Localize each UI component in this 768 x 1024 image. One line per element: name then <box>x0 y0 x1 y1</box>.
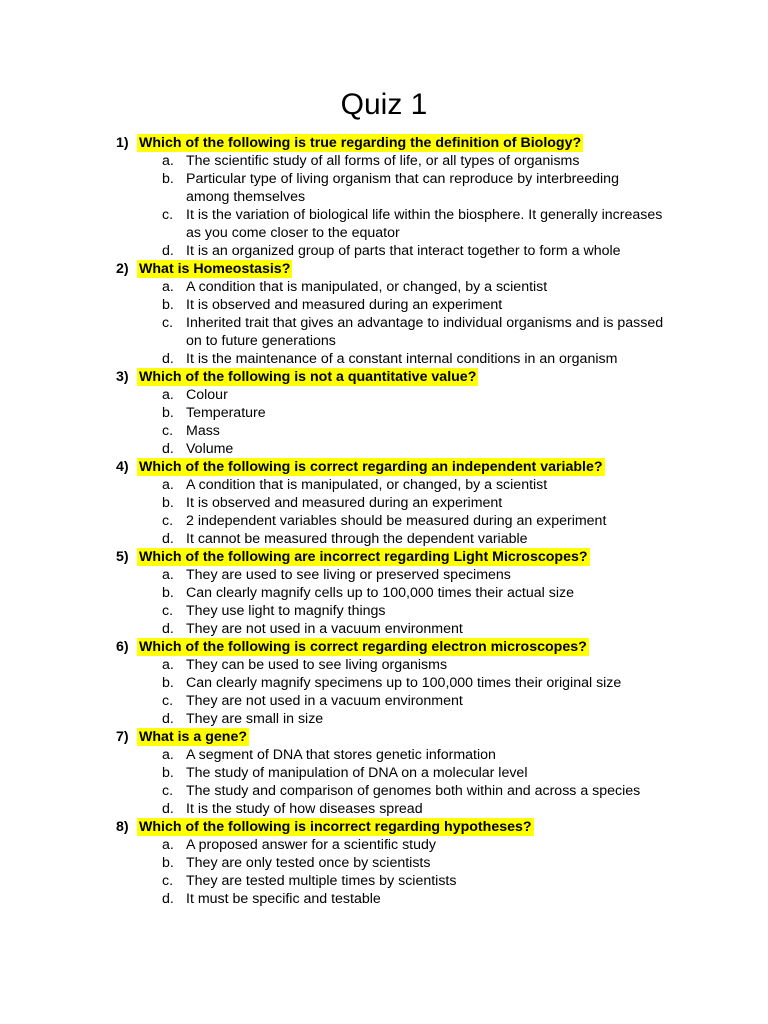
option-letter: d. <box>162 531 174 547</box>
answer-option <box>0 512 768 530</box>
option-letter: c. <box>162 783 174 799</box>
answer-option <box>0 746 768 764</box>
option-letter: b. <box>162 585 174 601</box>
answer-option <box>0 494 768 512</box>
answer-option <box>0 800 768 818</box>
answer-option <box>0 674 768 692</box>
option-text: 2 independent variables should be measured during an experiment <box>186 513 607 529</box>
option-letter: b. <box>162 171 174 187</box>
option-text: They are not used in a vacuum environment <box>186 621 463 637</box>
answer-option <box>0 170 768 206</box>
question-8 <box>0 818 768 908</box>
option-text: A proposed answer for a scientific study <box>186 837 436 853</box>
option-text: It is the study of how diseases spread <box>186 801 423 817</box>
question-text-highlighted: Which of the following are incorrect regarding Light Microscopes? <box>139 549 588 565</box>
option-letter: a. <box>162 153 174 169</box>
option-letter: c. <box>162 603 174 619</box>
option-text: They are small in size <box>186 711 324 727</box>
option-letter: b. <box>162 855 174 871</box>
answer-option <box>0 566 768 584</box>
option-text: They are used to see living or preserved specimens <box>186 567 511 583</box>
option-text: They are only tested once by scientists <box>186 855 431 871</box>
option-text: It must be specific and testable <box>186 891 381 907</box>
option-letter: a. <box>162 387 174 403</box>
question-number: 1) <box>116 135 129 151</box>
option-text: Volume <box>186 441 234 457</box>
answer-option <box>0 440 768 458</box>
question-heading <box>0 548 768 566</box>
option-text: Colour <box>186 387 228 403</box>
answer-option <box>0 314 768 350</box>
question-number: 3) <box>116 369 129 385</box>
question-heading <box>0 728 768 746</box>
option-letter: a. <box>162 567 174 583</box>
option-letter: d. <box>162 711 174 727</box>
option-letter: a. <box>162 477 174 493</box>
option-text: Temperature <box>186 405 266 421</box>
answer-option <box>0 656 768 674</box>
answer-option <box>0 386 768 404</box>
option-letter: b. <box>162 405 174 421</box>
option-text: Inherited trait that gives an advantage to individual organisms and is passed on to future generations <box>186 315 664 349</box>
question-number: 5) <box>116 549 129 565</box>
option-text: It is the variation of biological life within the biosphere. It generally increases as you come closer to the equator <box>186 207 663 241</box>
question-1 <box>0 134 768 260</box>
option-letter: d. <box>162 621 174 637</box>
answer-option <box>0 476 768 494</box>
option-text: The study and comparison of genomes both within and across a species <box>186 783 641 799</box>
option-text: The study of manipulation of DNA on a molecular level <box>186 765 528 781</box>
option-letter: b. <box>162 495 174 511</box>
question-heading <box>0 260 768 278</box>
option-text: It is an organized group of parts that interact together to form a whole <box>186 243 621 259</box>
option-text: It cannot be measured through the dependent variable <box>186 531 528 547</box>
answer-option <box>0 206 768 242</box>
question-heading <box>0 368 768 386</box>
question-4 <box>0 458 768 548</box>
option-letter: c. <box>162 693 174 709</box>
question-number: 6) <box>116 639 129 655</box>
answer-option <box>0 152 768 170</box>
option-text: Can clearly magnify cells up to 100,000 times their actual size <box>186 585 574 601</box>
option-letter: c. <box>162 315 174 331</box>
option-text: A segment of DNA that stores genetic information <box>186 747 496 763</box>
answer-option <box>0 602 768 620</box>
option-letter: c. <box>162 423 174 439</box>
question-list <box>0 134 768 908</box>
option-letter: c. <box>162 207 174 223</box>
question-3 <box>0 368 768 458</box>
answer-option <box>0 872 768 890</box>
answer-option <box>0 620 768 638</box>
answer-option <box>0 530 768 548</box>
option-text: They are tested multiple times by scientists <box>186 873 457 889</box>
question-text-highlighted: Which of the following is not a quantitative value? <box>139 369 477 385</box>
option-letter: b. <box>162 765 174 781</box>
question-heading <box>0 458 768 476</box>
option-letter: d. <box>162 891 174 907</box>
option-letter: d. <box>162 441 174 457</box>
question-text-highlighted: Which of the following is true regarding the definition of Biology? <box>139 135 582 151</box>
question-number: 8) <box>116 819 129 835</box>
option-text: Can clearly magnify specimens up to 100,000 times their original size <box>186 675 622 691</box>
option-letter: b. <box>162 675 174 691</box>
page-title: Quiz 1 <box>340 88 428 121</box>
option-letter: c. <box>162 513 174 529</box>
answer-option <box>0 836 768 854</box>
answer-option <box>0 782 768 800</box>
answer-option <box>0 422 768 440</box>
question-heading <box>0 134 768 152</box>
answer-option <box>0 890 768 908</box>
option-letter: a. <box>162 279 174 295</box>
question-7 <box>0 728 768 818</box>
option-text: It is the maintenance of a constant internal conditions in an organism <box>186 351 618 367</box>
option-letter: d. <box>162 351 174 367</box>
question-number: 7) <box>116 729 129 745</box>
option-letter: c. <box>162 873 174 889</box>
answer-option <box>0 404 768 422</box>
question-heading <box>0 638 768 656</box>
question-text-highlighted: Which of the following is correct regarding an independent variable? <box>139 459 603 475</box>
question-text-highlighted: What is Homeostasis? <box>139 261 291 277</box>
option-letter: a. <box>162 657 174 673</box>
answer-option <box>0 242 768 260</box>
option-text: They are not used in a vacuum environment <box>186 693 463 709</box>
option-letter: d. <box>162 801 174 817</box>
option-text: A condition that is manipulated, or changed, by a scientist <box>186 477 548 493</box>
option-letter: d. <box>162 243 174 259</box>
question-number: 4) <box>116 459 129 475</box>
question-number: 2) <box>116 261 129 277</box>
option-text: A condition that is manipulated, or changed, by a scientist <box>186 279 548 295</box>
option-letter: a. <box>162 837 174 853</box>
question-text-highlighted: Which of the following is incorrect regarding hypotheses? <box>139 819 532 835</box>
option-text: Particular type of living organism that can reproduce by interbreeding among themselves <box>186 171 619 205</box>
answer-option <box>0 350 768 368</box>
answer-option <box>0 710 768 728</box>
option-text: They use light to magnify things <box>186 603 386 619</box>
option-letter: b. <box>162 297 174 313</box>
option-letter: a. <box>162 747 174 763</box>
option-text: It is observed and measured during an experiment <box>186 297 503 313</box>
answer-option <box>0 296 768 314</box>
question-text-highlighted: Which of the following is correct regarding electron microscopes? <box>139 639 587 655</box>
answer-option <box>0 692 768 710</box>
question-5 <box>0 548 768 638</box>
answer-option <box>0 764 768 782</box>
answer-option <box>0 278 768 296</box>
option-text: They can be used to see living organisms <box>186 657 448 673</box>
question-heading <box>0 818 768 836</box>
question-2 <box>0 260 768 368</box>
question-text-highlighted: What is a gene? <box>139 729 247 745</box>
answer-option <box>0 854 768 872</box>
answer-option <box>0 584 768 602</box>
option-text: It is observed and measured during an experiment <box>186 495 503 511</box>
option-text: The scientific study of all forms of life, or all types of organisms <box>186 153 580 169</box>
question-6 <box>0 638 768 728</box>
option-text: Mass <box>186 423 220 439</box>
